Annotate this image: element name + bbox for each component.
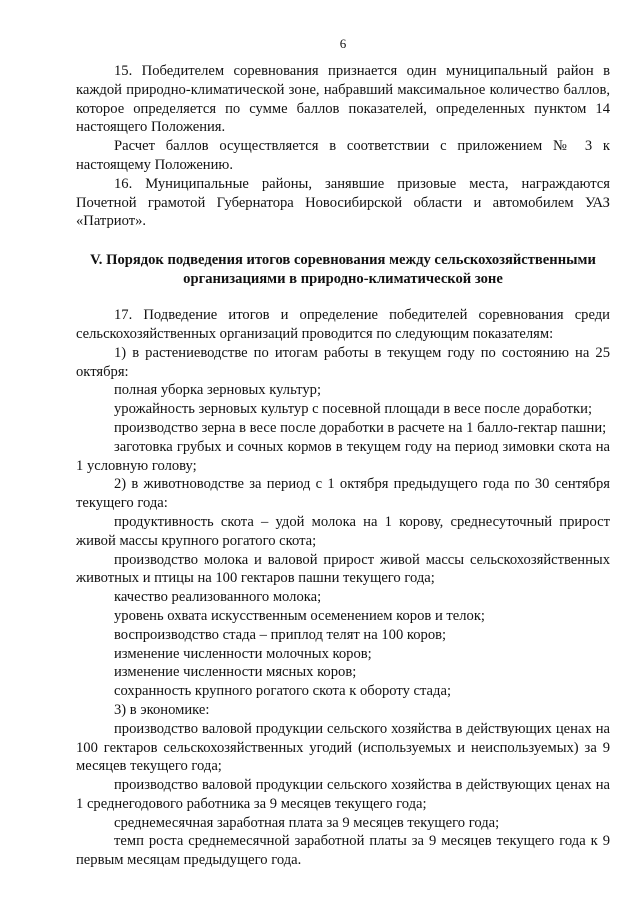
section-5-heading-line-1: V. Порядок подведения итогов соревнования между сельскохозяйственными [90,252,596,269]
list-item: продуктивность скота – удой молока на 1 корову, среднесуточный прирост живой массы крупного рогатого скота; [76,513,610,549]
paragraph-15-calculation: Расчет баллов осуществляется в соответствии с приложением № 3 к настоящему Положению. [76,138,610,173]
list-item: производство зерна в весе после доработки в расчете на 1 балло-гектар пашни; [114,419,607,436]
list-item: сохранность крупного рогатого скота к обороту стада; [114,683,451,700]
list-item: производство молока и валовой прирост живой массы сельскохозяйственных животных и птицы на 100 гектаров пашни текущего года; [76,551,610,587]
list-item: воспроизводство стада – приплод телят на 100 коров; [114,626,447,643]
list-item: качество реализованного молока; [114,589,322,606]
indicator-list [76,344,610,870]
page-number: 6 [339,36,347,51]
list-item: урожайность зерновых культур с посевной площади в весе после доработки; [114,401,593,418]
list-item: изменение численности мясных коров; [114,664,357,681]
list-item: 2) в животноводстве за период с 1 октября предыдущего года по 30 сентября текущего года: [76,476,610,512]
list-item: 3) в экономике: [114,701,210,718]
section-5-heading [76,251,610,289]
paragraph-17: 17. Подведение итогов и определение победителей соревнования среди сельскохозяйственных организаций проводится по следующим показателям: [76,307,610,342]
list-item: уровень охвата искусственным осеменением коров и телок; [114,607,485,624]
list-item: заготовка грубых и сочных кормов в текущем году на период зимовки скота на 1 условную голову; [76,438,610,474]
list-item: производство валовой продукции сельского хозяйства в действующих ценах на 1 среднегодового работника за 9 месяцев текущего года; [76,777,610,812]
paragraph-16: 16. Муниципальные районы, занявшие призовые места, награждаются Почетной грамотой Губернатора Новосибирской области и автомобилем УАЗ «Патриот». [76,175,610,230]
list-item: полная уборка зерновых культур; [114,382,322,399]
list-item: производство валовой продукции сельского хозяйства в действующих ценах на 100 гектаров сельскохозяйственных угодий (используемых и неиспользуемых) за 9 месяцев текущего года; [76,720,610,775]
section-5-heading-line-2: организациями в природно-климатической зоне [183,271,503,288]
list-item: 1) в растениеводстве по итогам работы в текущем году по состоянию на 25 октября: [76,344,610,380]
list-item: изменение численности молочных коров; [114,645,372,662]
list-item: темп роста среднемесячной заработной платы за 9 месяцев текущего года к 9 первым месяцам предыдущего года. [76,833,610,869]
document-page [76,36,610,870]
paragraph-15: 15. Победителем соревнования признается один муниципальный район в каждой природно-климатической зоне, набравший максимальное количество баллов, которое определяется по сумме баллов показателей, определенных пунктом 14 настоящего Положения. [76,63,610,136]
list-item: среднемесячная заработная плата за 9 месяцев текущего года; [114,814,500,831]
